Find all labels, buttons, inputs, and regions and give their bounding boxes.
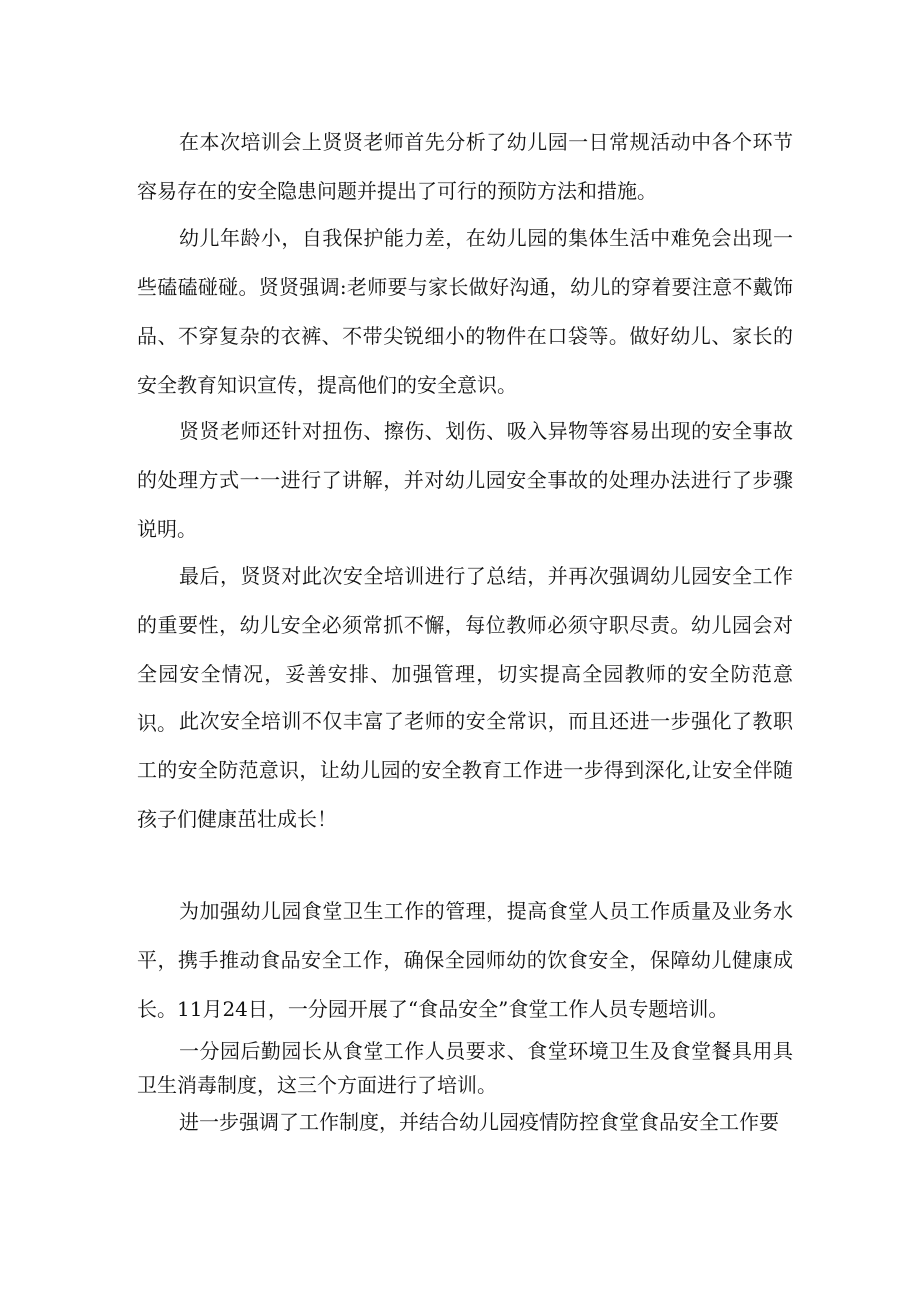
- paragraph-training-outcome: 此次安全培训不仅丰富了老师的安全常识，而且还进一步强化了教职工的安全防范意识，让幼儿园的安全教育工作进一步得到深化,让安全伴随孩子们健康茁壮成长！: [137, 709, 793, 831]
- paragraph-canteen-intro: 为加强幼儿园食堂卫生工作的管理，提高食堂人员工作质量及业务水平，携手推动食品安全工作，确保全园师幼的饮食安全，保障幼儿健康成长。11月24日，一分园开展了“食品安全”食堂工作人员专题培训。: [137, 899, 793, 1021]
- paragraph-canteen-training: 一分园后勤园长从食堂工作人员要求、食堂环境卫生及食堂餐具用具卫生消毒制度，这三个方面进行了培训。: [137, 1039, 793, 1097]
- paragraph-self-protection: 幼儿年龄小，自我保护能力差，在幼儿园的集体生活中难免会出现一些磕磕碰碰。贤贤强调:老师要与家长做好沟通，幼儿的穿着要注意不戴饰品、不穿复杂的衣裤、不带尖锐细小的物件在口袋等。做好幼儿、家长的安全教育知识宣传，提高他们的安全意识。: [137, 226, 793, 397]
- paragraph-work-system: 进一步强调了工作制度，并结合幼儿园疫情防控食堂食品安全工作要: [179, 1110, 779, 1134]
- paragraph-training-analysis: 在本次培训会上贤贤老师首先分析了幼儿园一日常规活动中各个环节容易存在的安全隐患问题并提出了可行的预防方法和措施。: [137, 130, 793, 203]
- paragraph-summary: 最后，贤贤对此次安全培训进行了总结，并再次强调幼儿园安全工作的重要性，幼儿安全必须常抓不懈，每位教师必须守职尽责。幼儿园会对全园安全情况，妥善安排、加强管理，切实提高全园教师的安全防范意识。: [137, 564, 793, 735]
- paragraph-accident-handling: 贤贤老师还针对扭伤、擦伤、划伤、吸入异物等容易出现的安全事故的处理方式一一进行了讲解，并对幼儿园安全事故的处理办法进行了步骤说明。: [137, 419, 793, 541]
